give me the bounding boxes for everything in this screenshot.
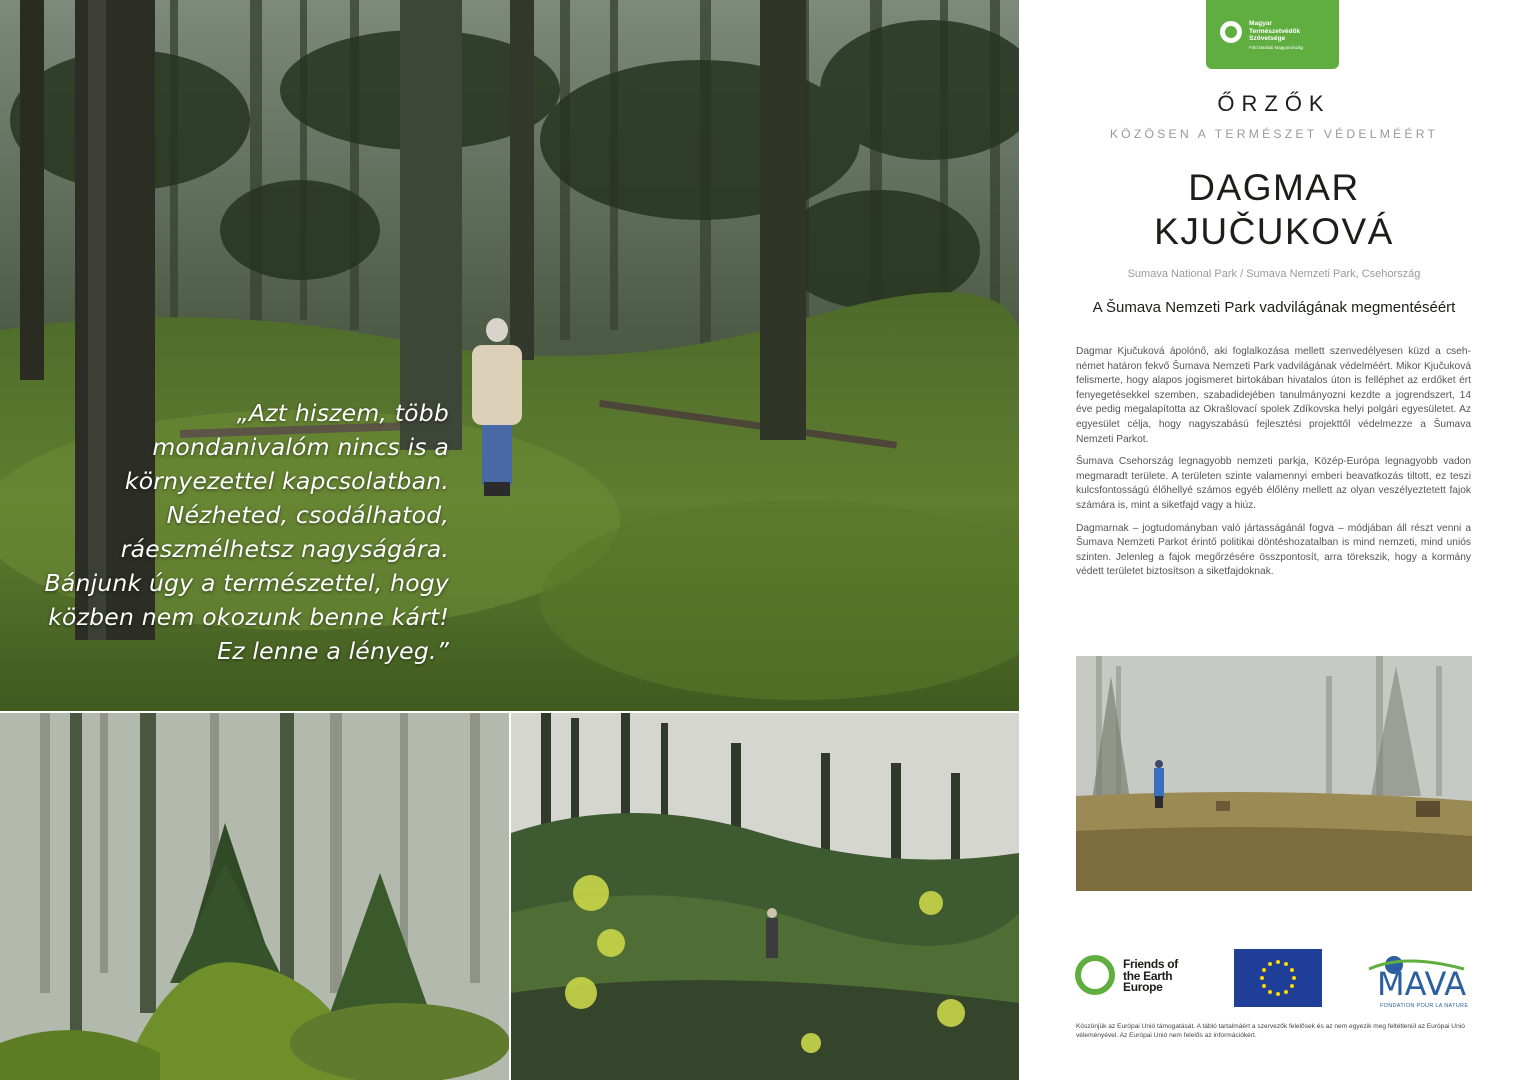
org-logo-line: Szövetsége (1249, 35, 1286, 43)
partner-logos (1019, 945, 1529, 1015)
org-logo-line: Természetvédők (1249, 27, 1301, 35)
friends-of-the-earth-logo (1075, 955, 1195, 1003)
org-logo-line: Magyar (1249, 20, 1273, 27)
body-paragraph: Šumava Csehország legnagyobb nemzeti parkja, Közép-Európa legnagyobb vadon megmaradt területe. A területen szinte valamennyi emberi beavatkozás tiltott, ez teszi kulcsfontosságú élőhellyé számos egyéb élőlény mellett az olyan veszélyeztetett fajok számára is, mint a siketfajd vagy a hiúz. (1076, 456, 1471, 511)
mtvsz-logo (1206, 0, 1339, 69)
series-title: ŐRZŐK (1217, 91, 1331, 116)
ring-icon (1220, 21, 1242, 43)
person-name (1019, 166, 1529, 254)
cypress-slope-photo (511, 713, 1019, 1080)
ring-icon (1075, 955, 1115, 995)
org-logo-tagline: Föld Barátai Magyarország (1249, 44, 1304, 50)
mava-word: MAVA (1377, 965, 1467, 1003)
quote-line: Nézheted, csodálhatod, (166, 501, 449, 529)
pull-quote (29, 396, 449, 668)
quote-line: környezettel kapcsolatban. (124, 467, 449, 495)
body-paragraph: Dagmarnak – jogtudományban való jártasságánál fogva – módjában áll részt venni a Šumava Nemzeti Parkot érintő politikai döntéshozatalban is mind nemzeti, mind uniós szinten. Jelenleg a fajok megőrzésére összpontosít, arra törekszik, hogy a kormány védett területet biztosítson a siketfajdoknak. (1076, 522, 1471, 578)
headline: A Šumava Nemzeti Park vadvilágának megmentéséért (1092, 299, 1456, 316)
eu-disclaimer: Köszönjük az Európai Unió támogatását. A tábló tartalmáért a szervezők felelősek és az nem egyezik meg feltétlenül az Európai Unió véleményével. Az Európai Unió nem felelős az információkért. (1076, 1023, 1465, 1039)
info-panel (1019, 0, 1529, 1080)
eu-flag-logo (1234, 949, 1322, 1007)
mava-logo (1364, 947, 1474, 1011)
person-name-line1: DAGMAR (1188, 167, 1360, 208)
foggy-clearing-photo (1076, 656, 1472, 891)
quote-line: „Azt hiszem, több (236, 399, 449, 427)
quote-line: Ez lenne a lényeg.” (217, 637, 449, 665)
foe-line: the Earth (1123, 968, 1173, 983)
foe-line: Europe (1123, 980, 1163, 994)
quote-line: ráeszmélhetsz nagyságára. (120, 535, 449, 563)
quote-line: Bánjunk úgy a természettel, hogy (44, 569, 449, 597)
quote-line: mondanivalóm nincs is a (152, 433, 449, 461)
series-subtitle: KÖZÖSEN A TERMÉSZET VÉDELMÉÉRT (1109, 127, 1439, 141)
forest-portrait-photo (0, 0, 1019, 711)
body-text (1076, 345, 1471, 588)
location-text: Sumava National Park / Sumava Nemzeti Park, Csehország (1127, 268, 1421, 280)
person-name-line2: KJUČUKOVÁ (1154, 211, 1394, 252)
mava-subtitle: FONDATION POUR LA NATURE (1380, 1003, 1469, 1009)
foe-line: Friends of (1123, 957, 1179, 971)
body-paragraph: Dagmar Kjučuková ápolónő, aki foglalkozása mellett szenvedélyesen küzd a cseh-német határon fekvő Šumava Nemzeti Park vadvilágának védelméért. Mikor Kjučuková felismerte, hogy alapos jogismeret birtokában hivatalos úton is felléphet az erdőket ért fenyegetésekkel szemben, szabadidejében tanulmányozni kezdte a jogrendszert, 14 éve pedig megalapította az Okrašlovací spolek Zdíkovska helyi polgári egyesületet. Az egyesület célja, hogy nagyszabású fejlesztési projekttől védelmezze a Šumava Nemzeti Parkot. (1076, 346, 1471, 445)
misty-forest-moss-photo (0, 713, 509, 1080)
quote-line: közben nem okozunk benne kárt! (48, 603, 449, 631)
